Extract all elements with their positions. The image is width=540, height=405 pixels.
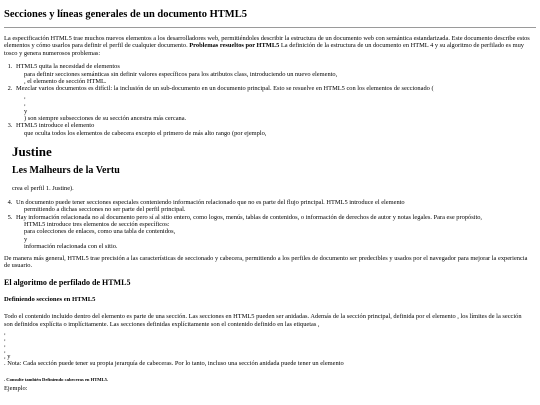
item-line: y [24, 235, 28, 243]
item-line: que oculta todos los elementos de cabecera excepto el primero de más alto rango (por ejemplo, [24, 129, 267, 137]
summary-paragraph: De manera más general, HTML5 trae precisión a las características de seccionado y cabecera, permitiendo a los perfiles de documento ser predecibles y usados por el navegador para mejorar la experiencia de usuario. [4, 254, 528, 269]
list-item [14, 63, 532, 85]
list-item [14, 85, 532, 122]
item-line: permitiendo a dichas secciones no ser parte del perfil principal. [24, 206, 186, 214]
intro-text: La especificación HTML5 trae muchos nuevos elementos a los desarrolladores web, permitiéndoles describir la estructura de un documento web con semántica estandarizada. Este documento describe estos elementos y cómo usarlos para definir el perfil de cualquier documento. [4, 35, 530, 50]
article-body [4, 35, 532, 392]
item-line: y [24, 107, 28, 115]
problems-list-continued [4, 199, 532, 251]
section-tag-list [4, 330, 532, 360]
item-line: , [24, 100, 26, 108]
item-line: información relacionada con el sitio. [24, 243, 118, 251]
item-text: HTML5 introduce el elemento [16, 122, 95, 130]
example-subheading: Les Malheurs de la Vertu [12, 165, 120, 177]
title-divider [4, 27, 536, 28]
problems-list [4, 63, 532, 137]
list-item [14, 122, 532, 137]
section-heading-defining: Definiendo secciones en HTML5 [4, 296, 96, 304]
section-heading-algorithm: El algoritmo de perfilado de HTML5 [4, 278, 131, 288]
defining-paragraph: Todo el contenido incluido dentro del elemento es parte de una sección. Las secciones en HTML5 pueden ser anidadas. Además de la sección principal, definida por el elemento , los límites de la sección son definidos explícita o implícitamente. Las secciones definidas explícitamente son el contenido definido en las etiquetas , [4, 313, 522, 328]
list-item: , [4, 347, 6, 355]
intro-bold-label: Problemas resueltos por HTML5 [189, 42, 280, 50]
item-line: para colecciones de enlaces, como una tabla de contenidos, [24, 228, 176, 236]
page-title: Secciones y líneas generales de un documento HTML5 [4, 9, 247, 20]
note-paragraph: . Nota: Cada sección puede tener su propia jerarquía de cabeceras. Por lo tanto, incluso una sección anidada puede tener un elemento [4, 360, 344, 368]
example-outline-note: crea el perfil 1. Justine). [12, 185, 74, 193]
list-item [14, 199, 532, 214]
item-line: HTML5 introduce tres elementos de sección específicos: [24, 220, 170, 228]
item-line: , [24, 92, 26, 100]
item-text: Hay información relacionada no al documento pero sí al sitio entero, como logos, menús, tablas de contenidos, o información de derechos de autor y notas legales. Para ese propósito, [16, 213, 483, 221]
item-text: Un documento puede tener secciones especiales conteniendo información relacionado que no es parte del flujo principal. HTML5 introduce el elemento [16, 198, 405, 206]
item-line: , el elemento de sección HTML. [24, 78, 107, 86]
intro-rest: La definición de la estructura de un documento en HTML 4 y su algoritmo de perfilado es muy tosco y genera numerosos problemas: [4, 42, 524, 57]
item-line: para definir secciones semánticas sin definir valores específicos para los atributos class, introduciendo un nuevo elemento, [24, 70, 338, 78]
list-item [14, 214, 532, 251]
list-item: , [4, 335, 6, 343]
item-text: Mezclar varios documentos es difícil: la inclusión de un sub-documento en un documento principal. Esto se resuelve en HTML5 con los elementos de seccionado ( [16, 85, 434, 93]
intro-paragraph [4, 35, 532, 57]
see-also-heading: . Consulte también Definiendo cabeceras en HTML5. [4, 376, 109, 382]
item-line: ) son siempre subsecciones de su sección ancestra más cercana. [24, 115, 187, 123]
example-label: Ejemplo: [4, 384, 28, 392]
example-heading-justine: Justine [12, 144, 52, 160]
list-item: , [4, 341, 6, 349]
list-item: , y [4, 353, 11, 361]
list-item: , [4, 329, 6, 337]
item-text: HTML5 quita la necesidad de elementos [16, 63, 120, 71]
